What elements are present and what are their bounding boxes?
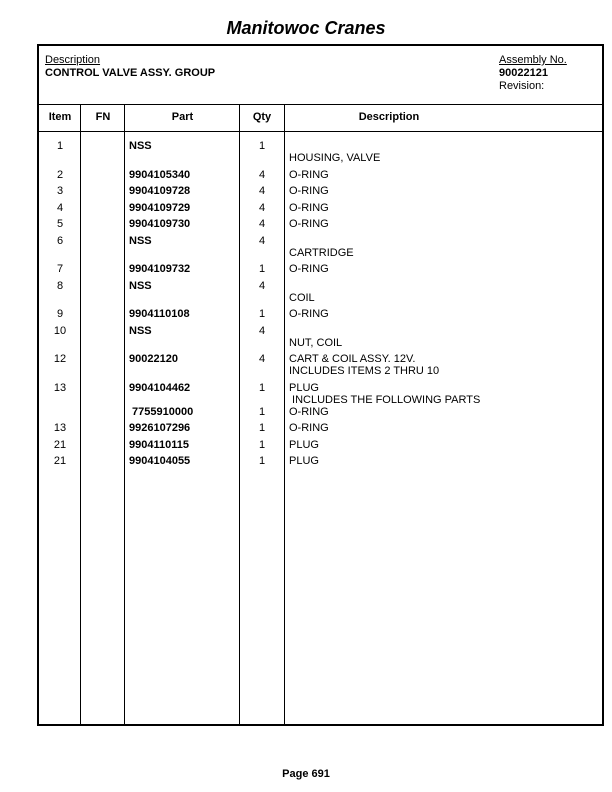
part-description: CART & COIL ASSY. 12V. xyxy=(289,353,416,365)
part-description-note: INCLUDES THE FOLLOWING PARTS xyxy=(289,394,481,406)
part-description: PLUG xyxy=(289,455,319,467)
description-value: CONTROL VALVE ASSY. GROUP xyxy=(45,67,216,79)
part-number: NSS xyxy=(129,140,152,152)
item-number: 13 xyxy=(53,382,67,394)
item-number: 12 xyxy=(53,353,67,365)
quantity: 4 xyxy=(258,218,266,230)
item-number: 21 xyxy=(53,439,67,451)
quantity: 1 xyxy=(258,308,266,320)
part-description: HOUSING, VALVE xyxy=(289,152,381,164)
parts-list-frame xyxy=(37,44,604,726)
quantity: 1 xyxy=(258,382,266,394)
part-description: PLUG xyxy=(289,382,319,394)
part-number: 9904105340 xyxy=(129,169,191,181)
quantity: 4 xyxy=(258,235,266,247)
part-description: NUT, COIL xyxy=(289,337,343,349)
item-number: 7 xyxy=(56,263,64,275)
part-description: COIL xyxy=(289,292,315,304)
part-number: 9904109732 xyxy=(129,263,191,275)
part-number: 9904110115 xyxy=(129,439,189,451)
part-description: O-RING xyxy=(289,308,329,320)
item-number: 4 xyxy=(56,202,64,214)
quantity: 4 xyxy=(258,353,266,365)
item-number: 5 xyxy=(56,218,64,230)
column-header-fn: FN xyxy=(95,111,111,123)
part-description: O-RING xyxy=(289,406,329,418)
revision-label: Revision: xyxy=(499,80,545,92)
quantity: 1 xyxy=(258,140,266,152)
part-number: 9904109729 xyxy=(129,202,191,214)
column-divider xyxy=(80,104,81,724)
assembly-no-label: Assembly No. xyxy=(499,54,567,66)
part-description-note: INCLUDES ITEMS 2 THRU 10 xyxy=(289,365,440,377)
quantity: 1 xyxy=(258,455,266,467)
quantity: 1 xyxy=(258,263,266,275)
part-number: 9904104462 xyxy=(129,382,191,394)
description-label: Description xyxy=(45,54,101,66)
part-number: 9904109730 xyxy=(129,218,191,230)
quantity: 4 xyxy=(258,280,266,292)
item-number: 1 xyxy=(56,140,64,152)
part-number: 9904110108 xyxy=(129,308,190,320)
item-number: 13 xyxy=(53,422,67,434)
quantity: 1 xyxy=(258,439,266,451)
quantity: 4 xyxy=(258,185,266,197)
part-number: 9926107296 xyxy=(129,422,191,434)
part-number: 9904109728 xyxy=(129,185,191,197)
item-number: 3 xyxy=(56,185,64,197)
part-number: NSS xyxy=(129,325,152,337)
item-number: 10 xyxy=(53,325,67,337)
item-number: 6 xyxy=(56,235,64,247)
document-title: Manitowoc Cranes xyxy=(226,18,386,38)
item-number: 8 xyxy=(56,280,64,292)
quantity: 1 xyxy=(258,406,266,418)
item-number: 2 xyxy=(56,169,64,181)
column-header-description: Description xyxy=(358,111,420,123)
part-description: O-RING xyxy=(289,218,329,230)
part-description: O-RING xyxy=(289,202,329,214)
quantity: 4 xyxy=(258,202,266,214)
column-divider xyxy=(284,104,285,724)
part-number: NSS xyxy=(129,280,152,292)
item-number: 21 xyxy=(53,455,67,467)
assembly-header xyxy=(39,46,602,105)
column-header-part: Part xyxy=(171,111,194,123)
part-description: PLUG xyxy=(289,439,319,451)
column-header-item: Item xyxy=(48,111,72,123)
assembly-no-value: 90022121 xyxy=(499,67,548,79)
part-description: O-RING xyxy=(289,263,329,275)
quantity: 1 xyxy=(258,422,266,434)
column-divider xyxy=(124,104,125,724)
part-description: CARTRIDGE xyxy=(289,247,354,259)
page-number: Page 691 xyxy=(282,768,330,780)
quantity: 4 xyxy=(258,325,266,337)
column-header-qty: Qty xyxy=(252,111,272,123)
part-number: NSS xyxy=(129,235,152,247)
part-description: O-RING xyxy=(289,185,329,197)
part-number: 7755910000 xyxy=(129,406,194,418)
part-number: 90022120 xyxy=(129,353,178,365)
part-number: 9904104055 xyxy=(129,455,191,467)
part-description: O-RING xyxy=(289,422,329,434)
quantity: 4 xyxy=(258,169,266,181)
item-number: 9 xyxy=(56,308,64,320)
part-description: O-RING xyxy=(289,169,329,181)
